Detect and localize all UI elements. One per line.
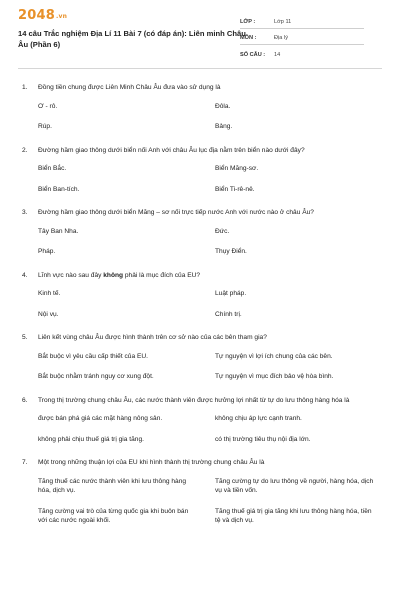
question-number: 1.	[22, 84, 28, 91]
meta-value: Lớp 11	[274, 19, 292, 25]
answer-option[interactable]: Tăng thuế giá trị gia tăng khi lưu thông hàng hóa, tiền tệ và dịch vụ.	[215, 507, 372, 524]
question-7	[18, 458, 382, 526]
answer-option[interactable]: Đức.	[215, 227, 230, 235]
answer-option[interactable]: Biển Măng-sơ.	[215, 165, 259, 172]
answer-options	[18, 477, 382, 526]
answer-option[interactable]: Thụy Điển.	[215, 248, 247, 255]
question-text: Một trong những thuận lợi của EU khi hình thành thị trường chung châu Âu là	[38, 459, 265, 466]
question-text: Trong thị trường chung châu Âu, các nước thành viên được hưởng lợi nhất từ tự do lưu thông hàng hóa là	[38, 396, 350, 404]
answer-option[interactable]: Ơ - rô.	[38, 102, 58, 110]
question-3	[18, 208, 382, 257]
answer-option[interactable]: Tây Ban Nha.	[38, 227, 79, 235]
answer-option[interactable]: Pháp.	[38, 248, 56, 255]
answer-option[interactable]: Tăng thuế các nước thành viên khi lưu thông hàng hóa, dịch vụ.	[38, 477, 187, 494]
answer-option[interactable]: Nội vụ.	[38, 310, 59, 318]
meta-row-count	[240, 45, 364, 61]
answer-option[interactable]: Biển Ti-rê-nê.	[215, 185, 255, 193]
page-header	[18, 0, 382, 66]
answer-option[interactable]: Tự nguyện vì lợi ích chung của các bên.	[215, 352, 333, 360]
answer-options	[18, 227, 382, 257]
question-number: 2.	[22, 146, 28, 154]
answer-option[interactable]: Tăng cường vai trò của từng quốc gia khi buôn bán với các nước ngoài khối.	[38, 507, 189, 524]
document-title: 14 câu Trắc nghiệm Địa Lí 11 Bài 7 (có đáp án): Liên minh Châu Âu (Phần 6)	[18, 29, 246, 49]
answer-option[interactable]: không phải chịu thuế giá trị gia tăng.	[38, 435, 144, 443]
question-5	[18, 333, 382, 382]
meta-value: 14	[274, 52, 281, 58]
question-number: 5.	[22, 334, 28, 341]
meta-value: Địa lý	[274, 35, 288, 41]
answer-option[interactable]: Kinh tế.	[38, 290, 61, 297]
meta-label: LỚP :	[240, 19, 256, 25]
meta-row-subject	[240, 29, 364, 45]
document-meta	[240, 13, 364, 61]
question-number: 3.	[22, 209, 28, 216]
answer-options	[18, 289, 382, 319]
answer-option[interactable]: Tự nguyện vì mục đích bảo vệ hòa bình.	[215, 373, 334, 380]
answer-options	[18, 102, 382, 132]
answer-option[interactable]: Biển Bắc.	[38, 165, 67, 172]
question-text: Đường hầm giao thông dưới biển Măng – sơ nối trực tiếp nước Anh với nước nào ở châu Âu?	[38, 209, 314, 216]
header-divider	[18, 68, 382, 69]
answer-option[interactable]: Luật pháp.	[215, 290, 247, 297]
meta-label: SỐ CÂU :	[240, 52, 266, 58]
answer-option[interactable]: không chịu áp lực cạnh tranh.	[215, 415, 302, 422]
answer-options	[18, 164, 382, 194]
question-text: Lĩnh vực nào sau đây không phải là mục đích của EU?	[38, 271, 201, 279]
question-number: 7.	[22, 459, 28, 466]
answer-option[interactable]: Bắt buộc nhằm tránh nguy cơ xung đột.	[38, 373, 154, 380]
question-list	[18, 83, 382, 526]
question-number: 4.	[22, 271, 28, 279]
answer-option[interactable]: Bảng.	[215, 123, 233, 130]
answer-option[interactable]: Đôla.	[215, 102, 231, 110]
question-6	[18, 396, 382, 445]
question-2	[18, 146, 382, 195]
meta-label: MÔN :	[240, 35, 257, 41]
answer-option[interactable]: có thị trường tiêu thụ nội địa lớn.	[215, 435, 311, 443]
site-logo[interactable]: 2048.vn	[18, 8, 68, 23]
question-1	[18, 83, 382, 132]
answer-option[interactable]: Bắt buộc vì yêu cầu cấp thiết của EU.	[38, 352, 148, 360]
answer-option[interactable]: Chính trị.	[215, 310, 242, 318]
question-text: Liên kết vùng châu Âu được hình thành trên cơ sở nào của các bên tham gia?	[38, 334, 267, 341]
question-number: 6.	[22, 396, 28, 404]
answer-option[interactable]: Biển Ban-tích.	[38, 185, 80, 193]
answer-option[interactable]: Tăng cường tự do lưu thông về người, hàng hóa, dịch vụ và tiền vốn.	[215, 477, 374, 494]
question-4	[18, 271, 382, 320]
question-text: Đường hầm giao thông dưới biển nối Anh với châu Âu lục địa nằm trên biển nào dưới đây?	[38, 146, 305, 154]
emphasis-not: không	[103, 271, 124, 279]
answer-options	[18, 414, 382, 444]
answer-option[interactable]: Rúp.	[38, 123, 52, 130]
meta-row-class	[240, 13, 364, 29]
answer-option[interactable]: được bán phá giá các mặt hàng nông sản.	[38, 415, 163, 422]
answer-options	[18, 352, 382, 382]
question-text: Đồng tiền chung được Liên Minh Châu Âu đưa vào sử dụng là	[38, 84, 221, 91]
